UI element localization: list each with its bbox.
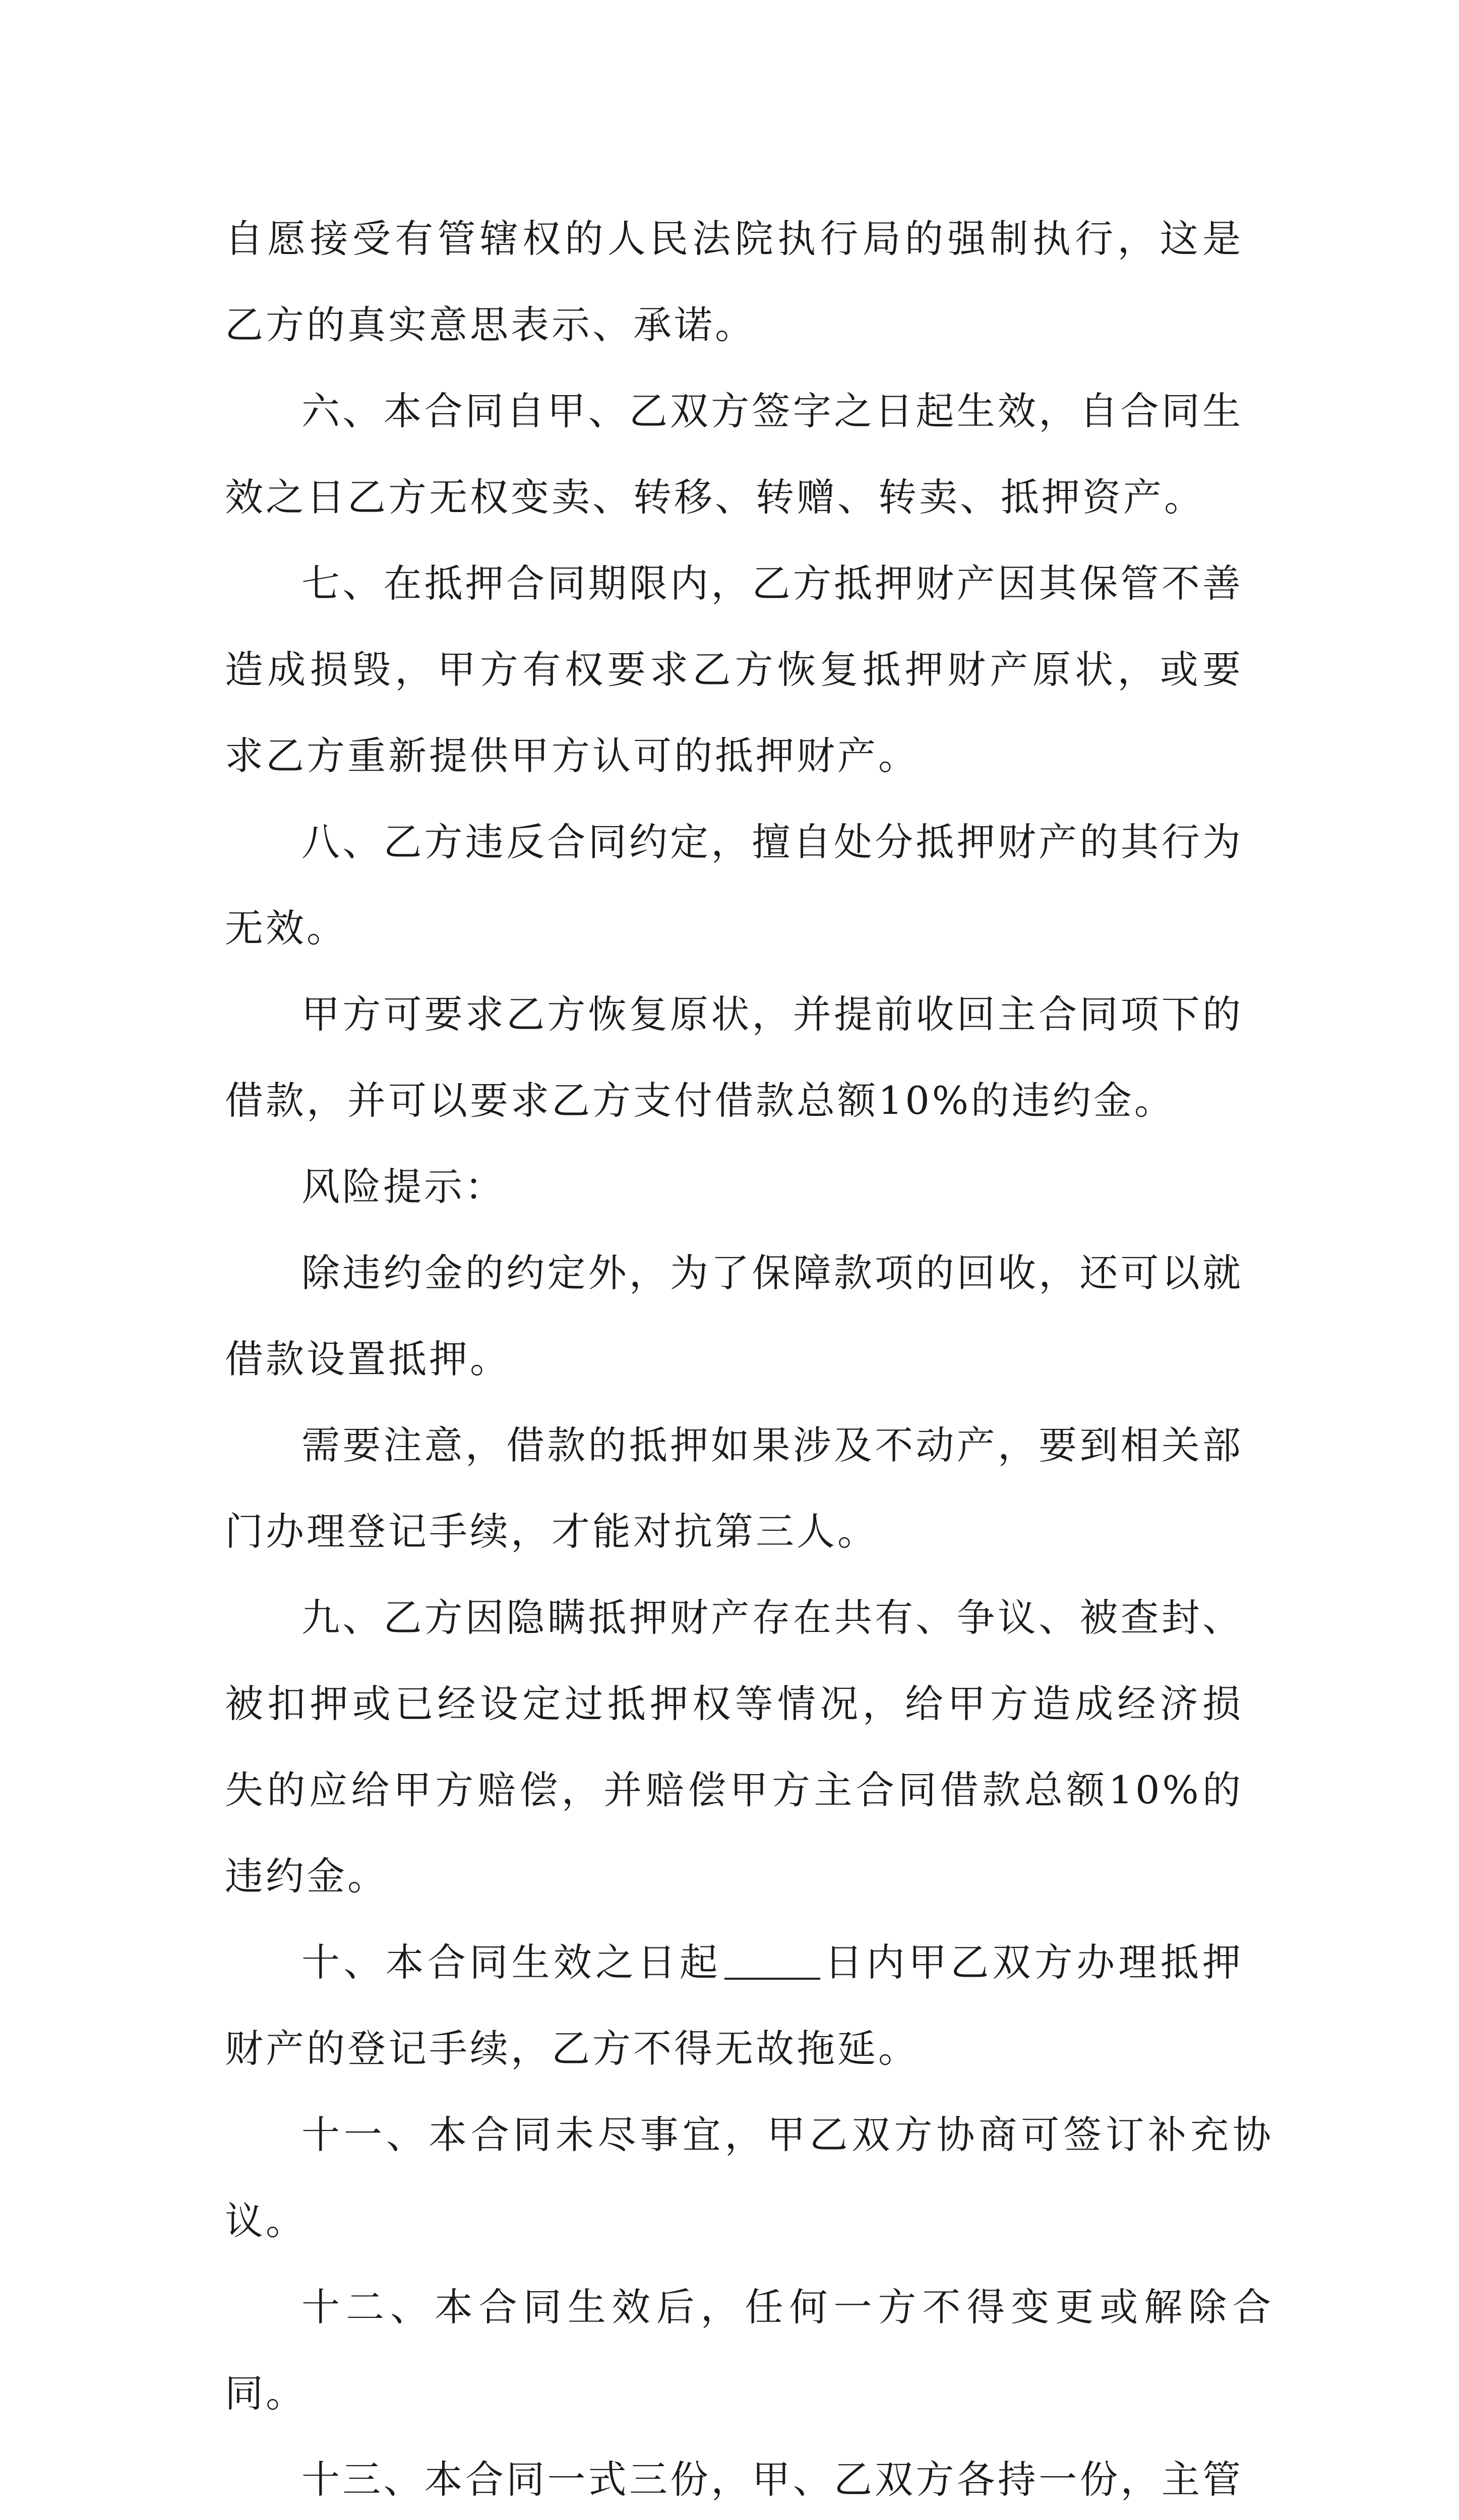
risk-notice-paragraph: 除违约金的约定外，为了保障款项的回收，还可以就借款设置抵押。	[225, 1250, 1243, 1381]
clause-9: 九、乙方因隐瞒抵押财产存在共有、争议、被查封、被扣押或已经设定过抵押权等情况，给甲方造成经济损失的应给甲方赔偿，并赔偿甲方主合同借款总额10%的违约金。	[225, 1595, 1243, 1899]
risk-notice-title: 风险提示：	[301, 1164, 506, 1209]
clause-13: 十三、本合同一式三份，甲、乙双方各持一份，主管	[301, 2457, 1243, 2502]
clause-8-supplement: 甲方可要求乙方恢复原状，并提前收回主合同项下的借款，并可以要求乙方支付借款总额10%的违约金。	[225, 992, 1243, 1123]
clause-7: 七、在抵押合同期限内，乙方抵押财产因其保管不善造成损毁，甲方有权要求乙方恢复抵押财产原状，或要求乙方重新提供甲方认可的抵押财产。	[225, 561, 1243, 778]
clause-10	[225, 1919, 1243, 2092]
clause-10-text-before: 十、本合同生效之日起	[301, 1940, 721, 1985]
contract-body	[225, 196, 1273, 2520]
clause-12: 十二、本合同生效后，任何一方不得变更或解除合同。	[225, 2285, 1273, 2416]
clause-8: 八、乙方违反合同约定，擅自处分抵押财产的其行为无效。	[225, 820, 1243, 951]
paragraph-continued: 自愿接受有管辖权的人民法院执行局的强制执行，这是乙方的真实意思表示、承诺。	[225, 216, 1243, 347]
clause-6: 六、本合同自甲、乙双方签字之日起生效，自合同生效之日乙方无权变卖、转移、转赠、转卖、抵押资产。	[225, 389, 1243, 520]
clause-11: 十一、本合同未尽事宜，甲乙双方协商可签订补充协议。	[225, 2112, 1273, 2243]
risk-notice-paragraph: 需要注意，借款的抵押如果涉及不动产，要到相关部门办理登记手续，才能对抗第三人。	[225, 1423, 1243, 1554]
fill-in-blank	[724, 1942, 820, 1980]
clause-10-text-after: 日内甲乙双方办理抵押财产的登记手续，乙方不得无故拖延。	[225, 1940, 1243, 2071]
